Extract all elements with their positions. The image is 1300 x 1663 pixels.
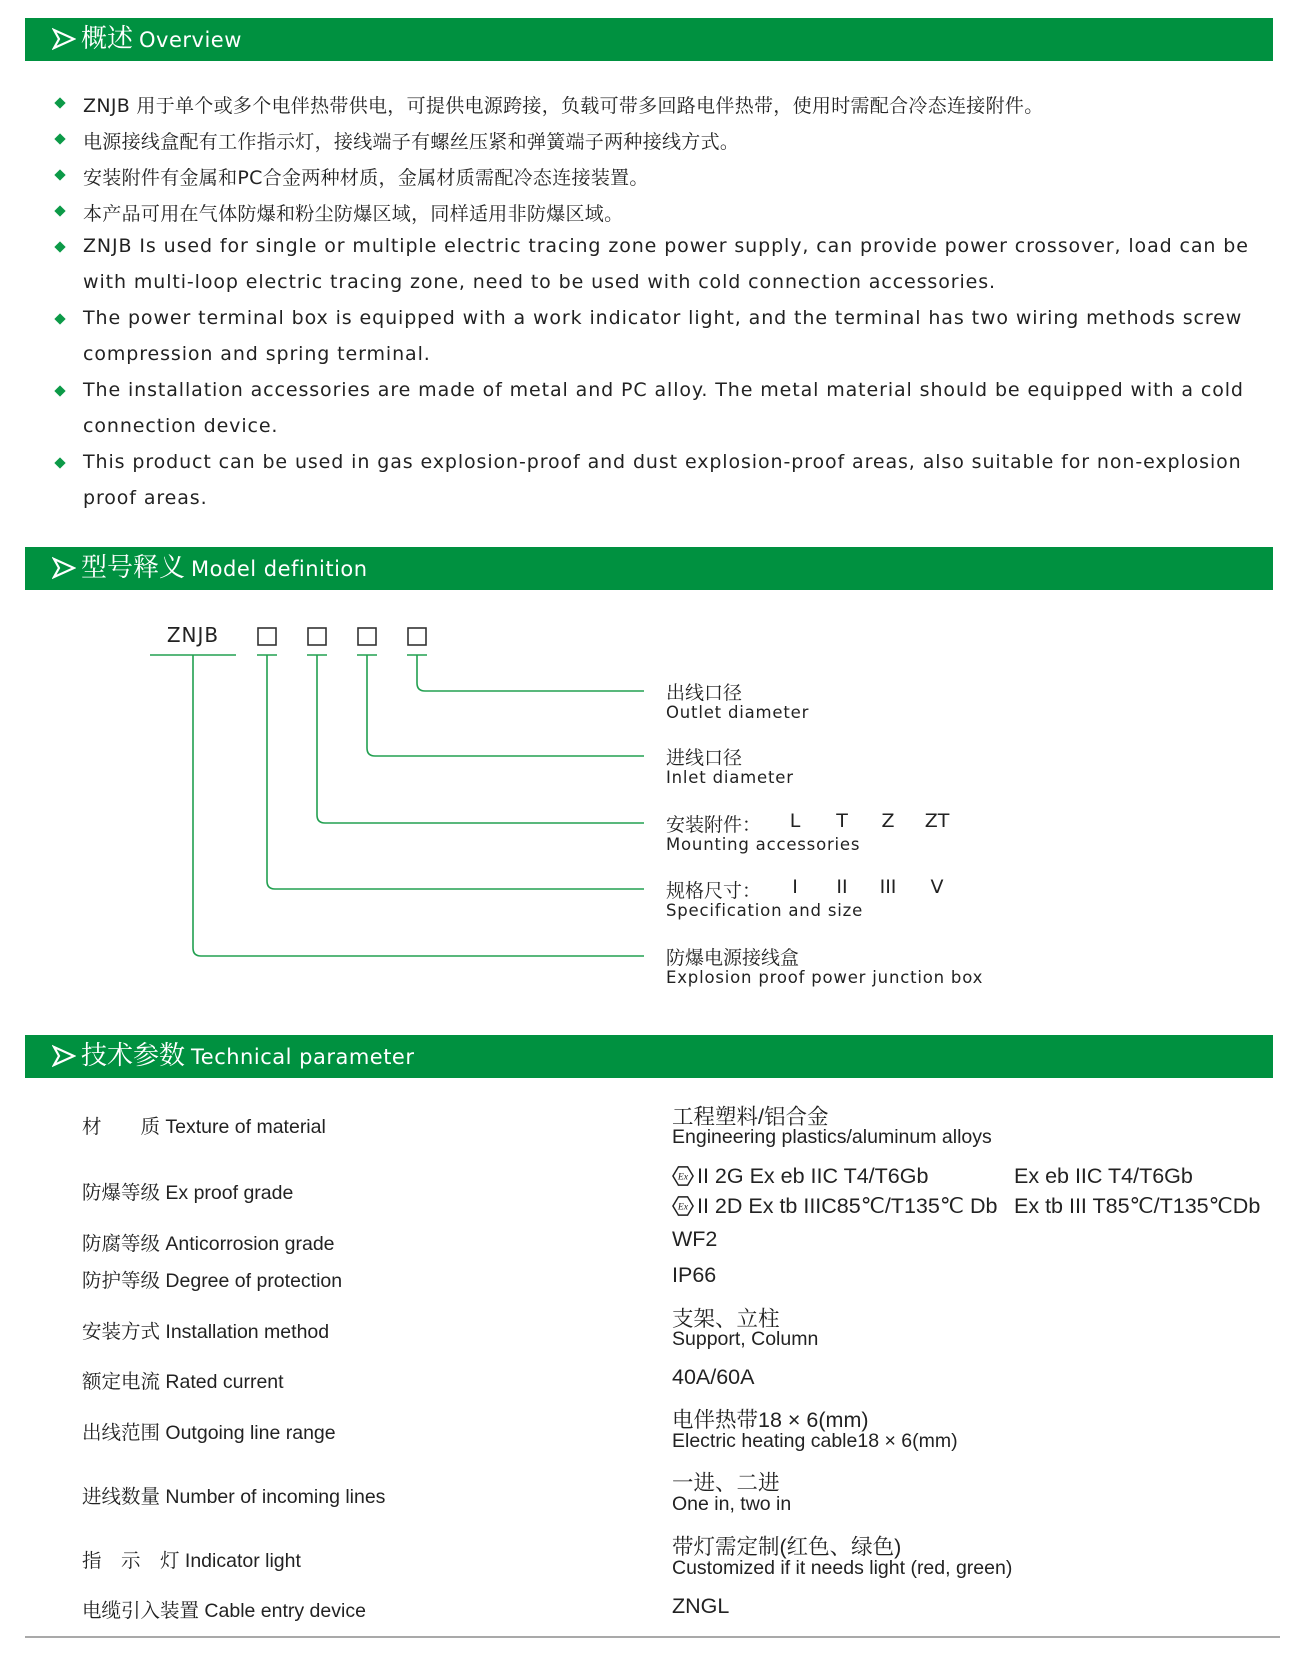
model-def-label-en: Explosion proof power junction box [666, 968, 984, 987]
tech-param-label: 材 质 Texture of material [82, 1116, 326, 1138]
ex-grade-value: II 2G Ex eb IIC T4/T6Gb [697, 1164, 929, 1188]
tech-param-value-cn: 电伴热带18 × 6(mm) [672, 1408, 869, 1432]
model-slot-box [308, 628, 326, 645]
model-def-label-cn: 出线口径 [666, 682, 743, 704]
model-leader-line [267, 655, 644, 889]
model-option: T [836, 810, 848, 832]
overview-bullet-text: ZNJB 用于单个或多个电伴热带供电，可提供电源跨接，负载可带多回路电伴热带，使用时需配合冷态连接附件。 [83, 95, 1044, 117]
tech-param-value-en: Support, Column [672, 1328, 819, 1350]
model-def-label-cn: 防爆电源接线盒 [666, 947, 800, 969]
overview-title: 概述 Overview [81, 24, 242, 54]
model-slot-box [408, 628, 426, 645]
ex-grade-alt-value: Ex eb IIC T4/T6Gb [1014, 1164, 1193, 1188]
model-leader-line [367, 655, 644, 756]
model-option: L [789, 810, 801, 832]
model-def-label-en: Outlet diameter [666, 703, 810, 722]
model-def-label-en: Inlet diameter [666, 768, 794, 787]
model-def-label-cn: 进线口径 [666, 747, 743, 769]
tech-param-value: 40A/60A [672, 1365, 755, 1389]
overview-bullet-text: The installation accessories are made of metal and PC alloy. The metal material should be equipped with a cold [83, 379, 1244, 401]
svg-text:Ex: Ex [677, 1171, 689, 1183]
overview-header [25, 18, 1273, 61]
bullet-diamond-icon [54, 457, 65, 468]
tech-param-label: 出线范围 Outgoing line range [82, 1422, 336, 1444]
model-def-label-en: Mounting accessories [666, 835, 861, 854]
model-leader-line [417, 655, 644, 691]
model-diagram [0, 600, 700, 980]
tech-param-value-cn: 带灯需定制(红色、绿色) [672, 1535, 902, 1559]
tech-param-value-en: Engineering plastics/aluminum alloys [672, 1126, 992, 1148]
tech-param-label: 防爆等级 Ex proof grade [82, 1182, 294, 1204]
tech-param-value-cn: 支架、立柱 [672, 1307, 780, 1331]
overview-bullet-text: This product can be used in gas explosion-proof and dust explosion-proof areas, also suitable for non-explosion [83, 451, 1242, 473]
model-option: II [836, 876, 848, 898]
model-title: 型号释义 Model definition [81, 553, 368, 583]
bullet-diamond-icon [54, 385, 65, 396]
overview-bullet-text: 电源接线盒配有工作指示灯，接线端子有螺丝压紧和弹簧端子两种接线方式。 [83, 131, 740, 153]
tech-param-value: ZNGL [672, 1594, 730, 1618]
overview-bullet-text: connection device. [83, 415, 279, 437]
overview-bullet-text: ZNJB Is used for single or multiple electric tracing zone power supply, can provide power crossover, load can be [83, 235, 1249, 257]
overview-bullet-text: with multi-loop electric tracing zone, need to be used with cold connection accessories. [83, 271, 996, 293]
overview-bullet-text: 本产品可用在气体防爆和粉尘防爆区域，同样适用非防爆区域。 [83, 203, 624, 225]
tech-param-label: 电缆引入装置 Cable entry device [82, 1600, 366, 1622]
model-header [25, 547, 1273, 590]
tech-param-label: 安装方式 Installation method [82, 1321, 330, 1343]
tech-param-value-en: Customized if it needs light (red, green) [672, 1557, 1013, 1579]
model-slot-box [358, 628, 376, 645]
ex-hexagon-icon [672, 1165, 694, 1187]
tech-param-label: 指 示 灯 Indicator light [82, 1550, 301, 1572]
technical-title: 技术参数 Technical parameter [81, 1041, 415, 1071]
arrow-right-icon [52, 27, 76, 51]
overview-bullet-text: The power terminal box is equipped with a work indicator light, and the terminal has two wiring methods screw [83, 307, 1243, 329]
model-def-label-cn: 规格尺寸： [666, 880, 762, 902]
bullet-diamond-icon [54, 241, 65, 252]
arrow-right-icon [52, 1044, 76, 1068]
tech-param-value: WF2 [672, 1227, 718, 1251]
tech-param-value-cn: 一进、二进 [672, 1471, 780, 1495]
bullet-diamond-icon [54, 169, 65, 180]
model-prefix: ZNJB [166, 623, 220, 647]
ex-grade-alt-value: Ex tb III T85℃/T135℃Db [1014, 1194, 1261, 1218]
tech-param-label: 防腐等级 Anticorrosion grade [82, 1233, 335, 1255]
tech-param-value-cn: 工程塑料/铝合金 [672, 1105, 829, 1129]
bullet-diamond-icon [54, 97, 65, 108]
bullet-diamond-icon [54, 205, 65, 216]
tech-param-label: 进线数量 Number of incoming lines [82, 1486, 386, 1508]
ex-grade-line [672, 1194, 997, 1219]
model-slot-box [258, 628, 276, 645]
overview-bullet-text: proof areas. [83, 487, 208, 509]
technical-header [25, 1035, 1273, 1078]
model-option: Z [881, 810, 895, 832]
model-def-label-en: Specification and size [666, 901, 864, 920]
tech-param-label: 额定电流 Rated current [82, 1371, 284, 1393]
model-option: III [879, 876, 897, 898]
tech-param-value-en: One in, two in [672, 1493, 792, 1515]
model-leader-line [317, 655, 644, 823]
tech-param-value: IP66 [672, 1263, 717, 1287]
svg-text:Ex: Ex [677, 1201, 689, 1213]
model-option: I [792, 876, 798, 898]
bullet-diamond-icon [54, 133, 65, 144]
model-option: V [930, 876, 944, 898]
model-def-label-cn: 安装附件： [666, 814, 762, 836]
ex-grade-value: II 2D Ex tb IIIC85℃/T135℃ Db [697, 1194, 998, 1218]
tech-param-value-en: Electric heating cable18 × 6(mm) [672, 1430, 958, 1452]
arrow-right-icon [52, 556, 76, 580]
bullet-diamond-icon [54, 313, 65, 324]
overview-bullet-text: compression and spring terminal. [83, 343, 431, 365]
ex-hexagon-icon [672, 1195, 694, 1217]
model-leader-line [193, 655, 644, 956]
bottom-divider [25, 1636, 1280, 1638]
model-option: ZT [924, 810, 950, 832]
tech-param-label: 防护等级 Degree of protection [82, 1270, 343, 1292]
ex-grade-line [672, 1164, 928, 1189]
overview-bullet-text: 安装附件有金属和PC合金两种材质，金属材质需配冷态连接装置。 [83, 167, 649, 189]
